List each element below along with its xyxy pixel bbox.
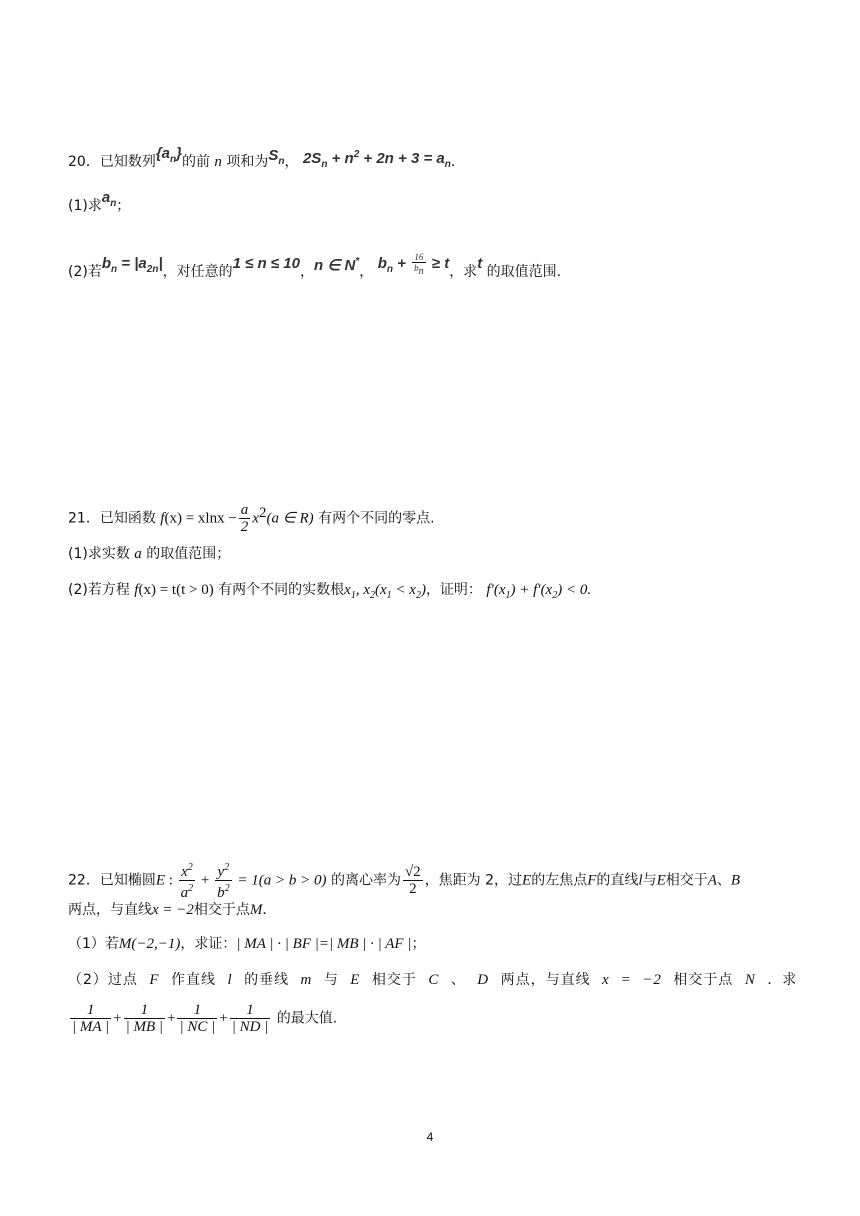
problem-22-sum-expression: $\frac{1}{| MA |}$ + $\frac{1}{| MB |}$ + $\frac{1}{| NC |}$ + $\frac{1}{| ND |}$ 的最大值. (72, 1002, 338, 1035)
recurrence-formula: $2S_n + n^2 + 2n + 3 = a_n$ (302, 149, 451, 170)
problem-22-part-2: （2）过点 F 作直线 l 的垂线 m 与 E 相交于 C 、 D 两点，与直线 x = −2 相交于点 N ．求 (68, 972, 798, 988)
problem-number: 21． (68, 510, 100, 527)
problem-22-stem-continued: 两点，与直线x = −2相交于点M． (68, 902, 277, 918)
conclusion-inequality: $f'(x_1) + f'(x_2) < 0$. (486, 582, 592, 601)
ellipse-y-term: $\frac{y^2}{b^2}$ (217, 862, 230, 901)
problem-22-part-1: （1）若M(−2,−1)，求证：| MA | · | BF |=| MB | · | AF |； (68, 936, 426, 952)
problem-21-stem: 21．已知函数 f(x) = xlnx − $\frac{a}{2}$ $x^2(a$ ∈ R) 有两个不同的零点. (68, 502, 435, 535)
eccentricity-fraction: $\frac{√2}{2}$ (404, 864, 421, 897)
problem-21-part-1: (1)求实数 a 的取值范围； (68, 546, 231, 562)
problem-20-stem: 20．已知数列$\{a_n\}$的前 n 项和为$S_n$， $2S_n + n^2 + 2n + 3 = a_n$. (68, 145, 456, 170)
problem-number: 20． (68, 154, 100, 170)
ellipse-x-term: $\frac{x^2}{a^2}$ (180, 862, 194, 901)
inequality: $b_n$ + $\frac{16}{b_n}$ ≥ t (377, 251, 450, 277)
problem-21-part-2: (2)若方程 f(x) = t(t > 0) 有两个不同的实数根$x_1$, $x_2(x_1 < x_2)$，证明： $f'(x_1) + f'(x_2) < 0$. (68, 582, 592, 601)
page-number: 4 (426, 1130, 434, 1144)
problem-22-stem: 22．已知椭圆E : $\frac{x^2}{a^2}$ + $\frac{y^2}{b^2}$ = 1(a > b > 0) 的离心率为 $\frac{√2}{2}$ ，焦距为 2，过E的左焦点F的直线l与E相交于A、B (68, 862, 741, 901)
problem-20-part-1: (1)求$a_n$； (68, 189, 131, 214)
problem-number: 22． (68, 872, 100, 889)
problem-20-part-2: (2)若$b_n = |a_{2n}|$，对任意的1 ≤ n ≤ 10，n ∈ N*， $b_n$ + $\frac{16}{b_n}$ ≥ t，求t 的取值范围. (68, 251, 562, 280)
